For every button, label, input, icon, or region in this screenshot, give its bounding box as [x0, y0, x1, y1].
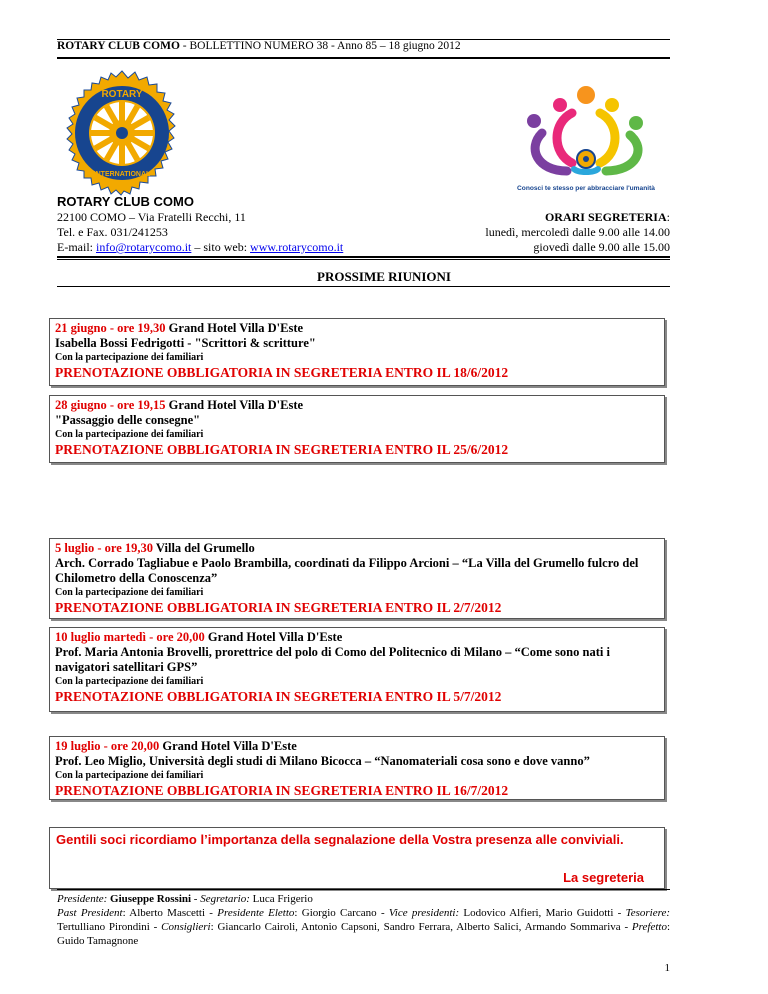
page-number: 1: [664, 962, 670, 974]
logo-text-bottom: INTERNATIONAL: [93, 171, 151, 178]
meeting-card: 10 luglio martedì - ore 20,00 Grand Hotel Villa D'Este Prof. Maria Antonia Brovelli, prorettrice del polo di Como del Politecnico di Milano – “Come sono nati i navigatori satellitari GPS” Con la partecipazione dei familiari PRENOTAZIONE OBBLIGATORIA IN SEGRETERIA ENTRO IL 5/7/2012: [49, 627, 665, 712]
meeting-card: 19 luglio - ore 20,00 Grand Hotel Villa D'Este Prof. Leo Miglio, Università degli studi di Milano Bicocca – “Nanomateriali cosa sono e dove vanno” Con la partecipazione dei familiari PRENOTAZIONE OBBLIGATORIA IN SEGRETERIA ENTRO IL 16/7/2012: [49, 736, 665, 800]
club-address: 22100 COMO – Via Fratelli Recchi, 11: [57, 210, 246, 224]
footer-rule: [57, 889, 670, 890]
meeting-booking: PRENOTAZIONE OBBLIGATORIA IN SEGRETERIA ENTRO IL 5/7/2012: [55, 689, 502, 704]
meeting-card: 21 giugno - ore 19,30 Grand Hotel Villa D'Este Isabella Bossi Fedrigotti - "Scrittori & scritture" Con la partecipazione dei familiari PRENOTAZIONE OBBLIGATORIA IN SEGRETERIA ENTRO IL 18/6/2012: [49, 318, 665, 386]
meeting-title: Prof. Maria Antonia Brovelli, prorettrice del polo di Como del Politecnico di Milano – “Come sono nati i navigatori satellitari GPS”: [55, 645, 610, 674]
meeting-booking: PRENOTAZIONE OBBLIGATORIA IN SEGRETERIA ENTRO IL 2/7/2012: [55, 600, 502, 615]
notice-box: [49, 827, 665, 889]
notice-text: Gentili soci ricordiamo l’importanza della segnalazione della Vostra presenza alle conviviali.: [56, 832, 624, 847]
meeting-title: Arch. Corrado Tagliabue e Paolo Brambilla, coordinati da Filippo Arcioni – “La Villa del Grumello fulcro del Chilometro della Conoscenza”: [55, 556, 639, 585]
club-contacts: E-mail: info@rotarycomo.it – sito web: www.rotarycomo.it: [57, 240, 344, 254]
theme-caption: Conosci te stesso per abbracciare l'umanità: [517, 185, 655, 192]
meeting-card: 28 giugno - ore 19,15 Grand Hotel Villa D'Este "Passaggio delle consegne" Con la partecipazione dei familiari PRENOTAZIONE OBBLIGATORIA IN SEGRETERIA ENTRO IL 25/6/2012: [49, 395, 665, 463]
meeting-title: Isabella Bossi Fedrigotti - "Scrittori & scritture": [55, 336, 316, 350]
club-name: ROTARY CLUB COMO: [57, 194, 194, 209]
section-rule: [57, 256, 670, 258]
meeting-title: Prof. Leo Miglio, Università degli studi di Milano Bicocca – “Nanomateriali cosa sono e dove vanno”: [55, 754, 590, 768]
club-address-block: [57, 210, 343, 255]
footer-officers: Presidente: Giuseppe Rossini - Segretario: Luca Frigerio Past President: Alberto Mascetti - Presidente Eletto: Giorgio Carcano - Vice presidenti: Lodovico Alfieri, Mario Guidotti - Tesoriere: Tertulliano Pirondini - Consiglieri: Giancarlo Cairoli, Antonio Capsoni, Sandro Ferrara, Alberto Salici, Armando Sommariva - Prefetto: Guido Tamagnone: [57, 893, 671, 947]
meeting-title: "Passaggio delle consegne": [55, 413, 201, 427]
office-hours: ORARI SEGRETERIA: lunedì, mercoledì dalle 9.00 alle 14.00 giovedì dalle 9.00 alle 15.00: [485, 210, 670, 254]
website-link[interactable]: www.rotarycomo.it: [250, 240, 344, 254]
meeting-note: Con la partecipazione dei familiari: [55, 352, 204, 363]
office-hours-line1: lunedì, mercoledì dalle 9.00 alle 14.00: [485, 225, 670, 239]
theme-logo: [512, 83, 660, 195]
notice-signature: La segreteria: [563, 870, 644, 885]
bulletin-header: ROTARY CLUB COMO - BOLLETTINO NUMERO 38 - Anno 85 – 18 giugno 2012: [57, 40, 461, 52]
club-phone: Tel. e Fax. 031/241253: [57, 225, 168, 239]
meeting-note: Con la partecipazione dei familiari: [55, 429, 204, 440]
office-hours-title: ORARI SEGRETERIA: [544, 210, 667, 224]
section-title-rule: [57, 286, 670, 287]
meeting-card: 5 luglio - ore 19,30 Villa del Grumello Arch. Corrado Tagliabue e Paolo Brambilla, coordinati da Filippo Arcioni – “La Villa del Grumello fulcro del Chilometro della Conoscenza” Con la partecipazione dei familiari PRENOTAZIONE OBBLIGATORIA IN SEGRETERIA ENTRO IL 2/7/2012: [49, 538, 665, 619]
meeting-booking: PRENOTAZIONE OBBLIGATORIA IN SEGRETERIA ENTRO IL 25/6/2012: [55, 442, 509, 457]
meeting-note: Con la partecipazione dei familiari: [55, 587, 204, 598]
section-title: PROSSIME RIUNIONI: [317, 269, 451, 284]
meeting-booking: PRENOTAZIONE OBBLIGATORIA IN SEGRETERIA ENTRO IL 18/6/2012: [55, 365, 509, 380]
section-rule-thin: [57, 259, 670, 260]
office-hours-line2: giovedì dalle 9.00 alle 15.00: [533, 240, 670, 254]
logo-text-top: ROTARY: [101, 89, 143, 100]
email-link[interactable]: info@rotarycomo.it: [96, 240, 192, 254]
header-rule: [57, 57, 670, 59]
meeting-note: Con la partecipazione dei familiari: [55, 770, 204, 781]
meeting-booking: PRENOTAZIONE OBBLIGATORIA IN SEGRETERIA ENTRO IL 16/7/2012: [55, 783, 509, 798]
rotary-wheel-logo: [57, 68, 187, 198]
meeting-note: Con la partecipazione dei familiari: [55, 676, 204, 687]
